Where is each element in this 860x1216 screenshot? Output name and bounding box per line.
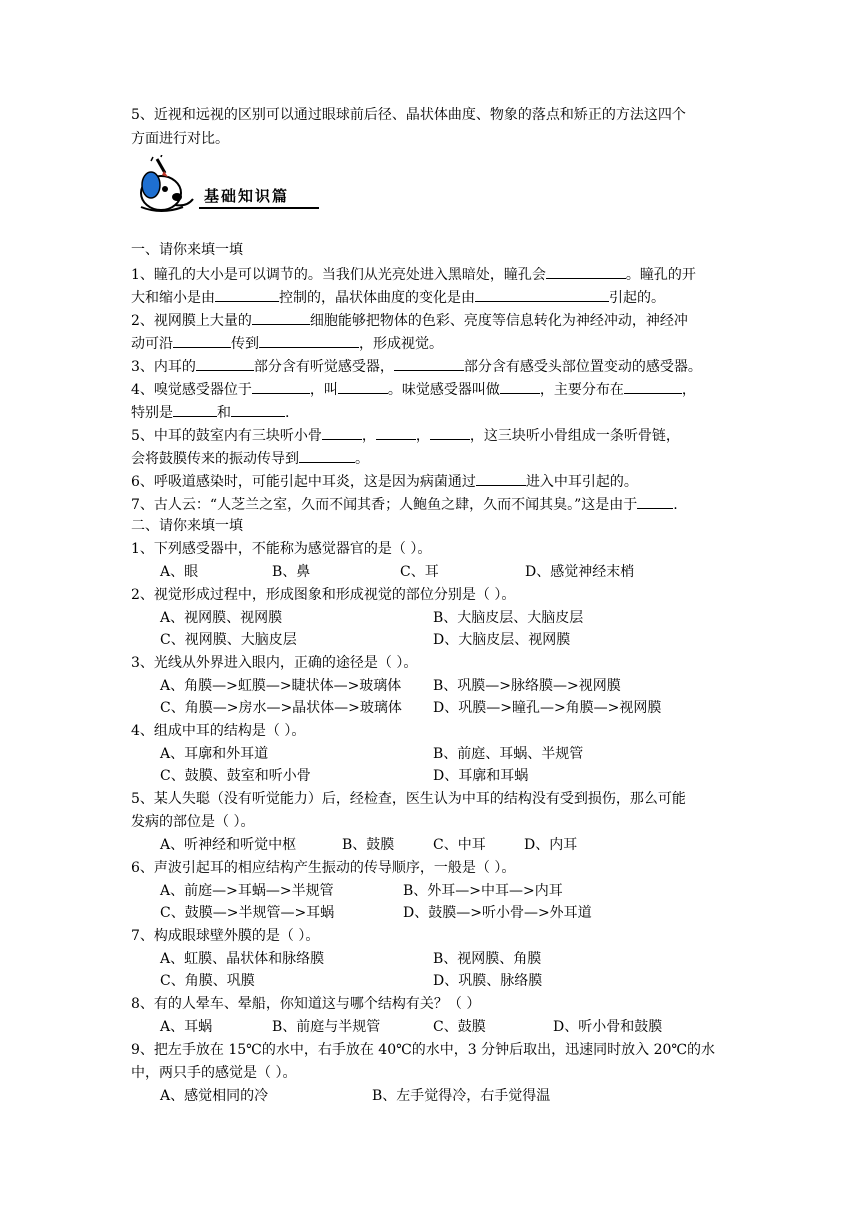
answer-blank[interactable] — [430, 424, 470, 440]
text: 和 — [217, 405, 231, 421]
option-d[interactable]: D、鼓膜—>听小骨—>外耳道 — [403, 905, 592, 921]
intro-line-2: 方面进行对比。 — [131, 131, 229, 147]
text: 控制的，晶状体曲度的变化是由 — [279, 290, 475, 306]
answer-blank[interactable] — [231, 401, 285, 417]
part1-heading: 一、请你来填一填 — [131, 242, 243, 258]
p2-q1-options — [160, 562, 635, 582]
option-b[interactable]: B、外耳—>中耳—>内耳 — [403, 883, 563, 899]
answer-blank[interactable] — [637, 493, 673, 509]
banner-underline — [199, 207, 319, 209]
option-b[interactable]: B、前庭、耳蜗、半规管 — [433, 746, 584, 762]
p2-q8-stem: 8、有的人晕车、晕船，你知道这与哪个结构有关？（ ） — [131, 996, 481, 1012]
answer-blank[interactable] — [476, 470, 526, 486]
answer-blank[interactable] — [196, 355, 254, 371]
option-a[interactable]: A、耳蜗 — [160, 1019, 213, 1035]
text: 特别是 — [131, 405, 173, 421]
text: 进入中耳引起的。 — [525, 474, 638, 490]
p1-q7 — [131, 493, 678, 515]
text: 3、内耳的 — [131, 359, 196, 375]
text: ，主要分布在 — [539, 382, 624, 398]
answer-blank[interactable] — [624, 378, 682, 394]
answer-blank[interactable] — [500, 378, 540, 394]
answer-blank[interactable] — [173, 401, 217, 417]
text: ， — [361, 428, 376, 444]
p2-q7-options-cd — [160, 971, 543, 991]
p2-q4-options-ab — [160, 744, 584, 764]
text: 7、古人云：“人芝兰之室，久而不闻其香；人鲍鱼之肆，久而不闻其臭。”这是由于 — [131, 497, 638, 513]
option-b[interactable]: B、鼓膜 — [342, 837, 395, 853]
option-a[interactable]: A、眼 — [160, 564, 199, 580]
option-d[interactable]: D、感觉神经末梢 — [525, 564, 635, 580]
option-c[interactable]: C、鼓膜、鼓室和听小骨 — [160, 768, 311, 784]
text: 1、瞳孔的大小是可以调节的。当我们从光亮处进入黑暗处，瞳孔会 — [131, 267, 546, 283]
option-b[interactable]: B、鼻 — [272, 564, 311, 580]
answer-blank[interactable] — [338, 378, 388, 394]
option-b[interactable]: B、巩膜—>脉络膜—>视网膜 — [433, 678, 621, 694]
text: 细胞能够把物体的色彩、亮度等信息转化为神经冲动，神经冲 — [309, 313, 688, 329]
option-c[interactable]: C、耳 — [400, 564, 439, 580]
answer-blank[interactable] — [394, 355, 464, 371]
option-d[interactable]: D、巩膜、脉络膜 — [433, 973, 543, 989]
section-banner — [131, 155, 326, 215]
answer-blank[interactable] — [475, 286, 609, 302]
text: ，这三块听小骨组成一条听骨链， — [469, 428, 680, 444]
p2-q2-options-ab — [160, 608, 584, 628]
text: ， — [681, 382, 696, 398]
p2-q8-options — [160, 1017, 663, 1037]
p1-q2-line1 — [131, 309, 688, 331]
text: 。味觉感受器叫做 — [387, 382, 500, 398]
p2-q9-stem-2: 中，两只手的感觉是（ ）。 — [131, 1065, 297, 1081]
p2-q9-stem-1: 9、把左手放在 15℃的水中，右手放在 40℃的水中，3 分钟后取出，迅速同时放入 20℃的水 — [131, 1042, 716, 1058]
p2-q5-stem-2: 发病的部位是（ ）。 — [131, 814, 255, 830]
p1-q1-line2 — [131, 286, 665, 308]
p2-q2-options-cd — [160, 630, 571, 650]
answer-blank[interactable] — [173, 332, 231, 348]
option-d[interactable]: D、耳廓和耳蜗 — [433, 768, 529, 784]
text: ， — [415, 428, 430, 444]
option-a[interactable]: A、耳廓和外耳道 — [160, 746, 269, 762]
option-c[interactable]: C、中耳 — [433, 837, 486, 853]
p2-q6-stem: 6、声波引起耳的相应结构产生振动的传导顺序，一般是（ ）。 — [131, 860, 516, 876]
p1-q6 — [131, 470, 638, 492]
option-c[interactable]: C、视网膜、大脑皮层 — [160, 632, 297, 648]
text: ，形成视觉。 — [359, 336, 443, 352]
intro-line-1: 5、近视和远视的区别可以通过眼球前后径、晶状体曲度、物象的落点和矫正的方法这四个 — [131, 107, 686, 123]
text: . — [673, 497, 678, 513]
option-b[interactable]: B、前庭与半规管 — [272, 1019, 381, 1035]
option-d[interactable]: D、大脑皮层、视网膜 — [433, 632, 571, 648]
text: . — [285, 405, 290, 421]
option-a[interactable]: A、虹膜、晶状体和脉络膜 — [160, 951, 325, 967]
option-a[interactable]: A、视网膜、视网膜 — [160, 610, 283, 626]
text: ，叫 — [309, 382, 338, 398]
p2-q3-stem: 3、光线从外界进入眼内，正确的途径是（ ）。 — [131, 655, 418, 671]
p2-q3-options-ab — [160, 676, 621, 696]
option-b[interactable]: B、视网膜、角膜 — [433, 951, 542, 967]
option-c[interactable]: C、角膜—>房水—>晶状体—>玻璃体 — [160, 700, 402, 716]
p1-q2-line2 — [131, 332, 443, 354]
p1-q5-line1 — [131, 424, 680, 446]
answer-blank[interactable] — [252, 378, 310, 394]
text: 动可沿 — [131, 336, 173, 352]
option-c[interactable]: C、鼓膜 — [433, 1019, 486, 1035]
text: 会将鼓膜传来的振动传导到 — [131, 451, 299, 467]
text: 大和缩小是由 — [131, 290, 215, 306]
text: 引起的。 — [609, 290, 665, 306]
banner-title: 基础知识篇 — [204, 187, 290, 205]
option-b[interactable]: B、大脑皮层、大脑皮层 — [433, 610, 584, 626]
option-c[interactable]: C、鼓膜—>半规管—>耳蜗 — [160, 905, 335, 921]
text: 。 — [355, 451, 369, 467]
p2-q1-stem: 1、下列感受器中，不能称为感觉器官的是（ ）。 — [131, 541, 432, 557]
p2-q7-stem: 7、构成眼球壁外膜的是（ ）。 — [131, 928, 320, 944]
p2-q7-options-ab — [160, 949, 542, 969]
answer-blank[interactable] — [322, 424, 362, 440]
p2-q6-options-ab — [160, 881, 563, 901]
option-a[interactable]: A、角膜—>虹膜—>睫状体—>玻璃体 — [160, 678, 402, 694]
text: 5、中耳的鼓室内有三块听小骨 — [131, 428, 322, 444]
p1-q4-line1 — [131, 378, 696, 400]
p2-q5-stem-1: 5、某人失聪（没有听觉能力）后，经检查，医生认为中耳的结构没有受到损伤，那么可能 — [131, 791, 686, 807]
option-a[interactable]: A、听神经和听觉中枢 — [160, 837, 297, 853]
part2-heading: 二、请你来填一填 — [131, 518, 243, 534]
p2-q4-options-cd — [160, 766, 529, 786]
text: 部分含有听觉感受器， — [253, 359, 394, 375]
option-d[interactable]: D、内耳 — [524, 837, 578, 853]
answer-blank[interactable] — [546, 263, 626, 279]
option-a[interactable]: A、前庭—>耳蜗—>半规管 — [160, 883, 334, 899]
option-a[interactable]: A、感觉相同的冷 — [160, 1088, 269, 1104]
text: 6、呼吸道感染时，可能引起中耳炎，这是因为病菌通过 — [131, 474, 476, 490]
cartoon-dog-with-pencil-icon — [131, 155, 197, 215]
answer-blank[interactable] — [299, 447, 355, 463]
p2-q9-options — [160, 1086, 551, 1106]
p2-q4-stem: 4、组成中耳的结构是（ ）。 — [131, 723, 306, 739]
p2-q5-options — [160, 835, 578, 855]
answer-blank[interactable] — [259, 332, 359, 348]
answer-blank[interactable] — [215, 286, 279, 302]
p2-q6-options-cd — [160, 903, 592, 923]
text: 。瞳孔的开 — [625, 267, 696, 283]
text: 4、嗅觉感受器位于 — [131, 382, 252, 398]
p1-q3 — [131, 355, 702, 377]
answer-blank[interactable] — [252, 309, 310, 325]
text: 部分含有感受头部位置变动的感受器。 — [463, 359, 702, 375]
option-d[interactable]: D、巩膜—>瞳孔—>角膜—>视网膜 — [433, 700, 662, 716]
p1-q1-line1 — [131, 263, 696, 285]
option-b[interactable]: B、左手觉得冷，右手觉得温 — [372, 1088, 551, 1104]
text: 传到 — [231, 336, 259, 352]
text: 2、视网膜上大量的 — [131, 313, 252, 329]
option-d[interactable]: D、听小骨和鼓膜 — [553, 1019, 663, 1035]
p2-q2-stem: 2、视觉形成过程中，形成图象和形成视觉的部位分别是（ ）。 — [131, 587, 516, 603]
option-c[interactable]: C、角膜、巩膜 — [160, 973, 255, 989]
p2-q3-options-cd — [160, 698, 662, 718]
p1-q5-line2 — [131, 447, 369, 469]
p1-q4-line2 — [131, 401, 289, 423]
answer-blank[interactable] — [376, 424, 416, 440]
